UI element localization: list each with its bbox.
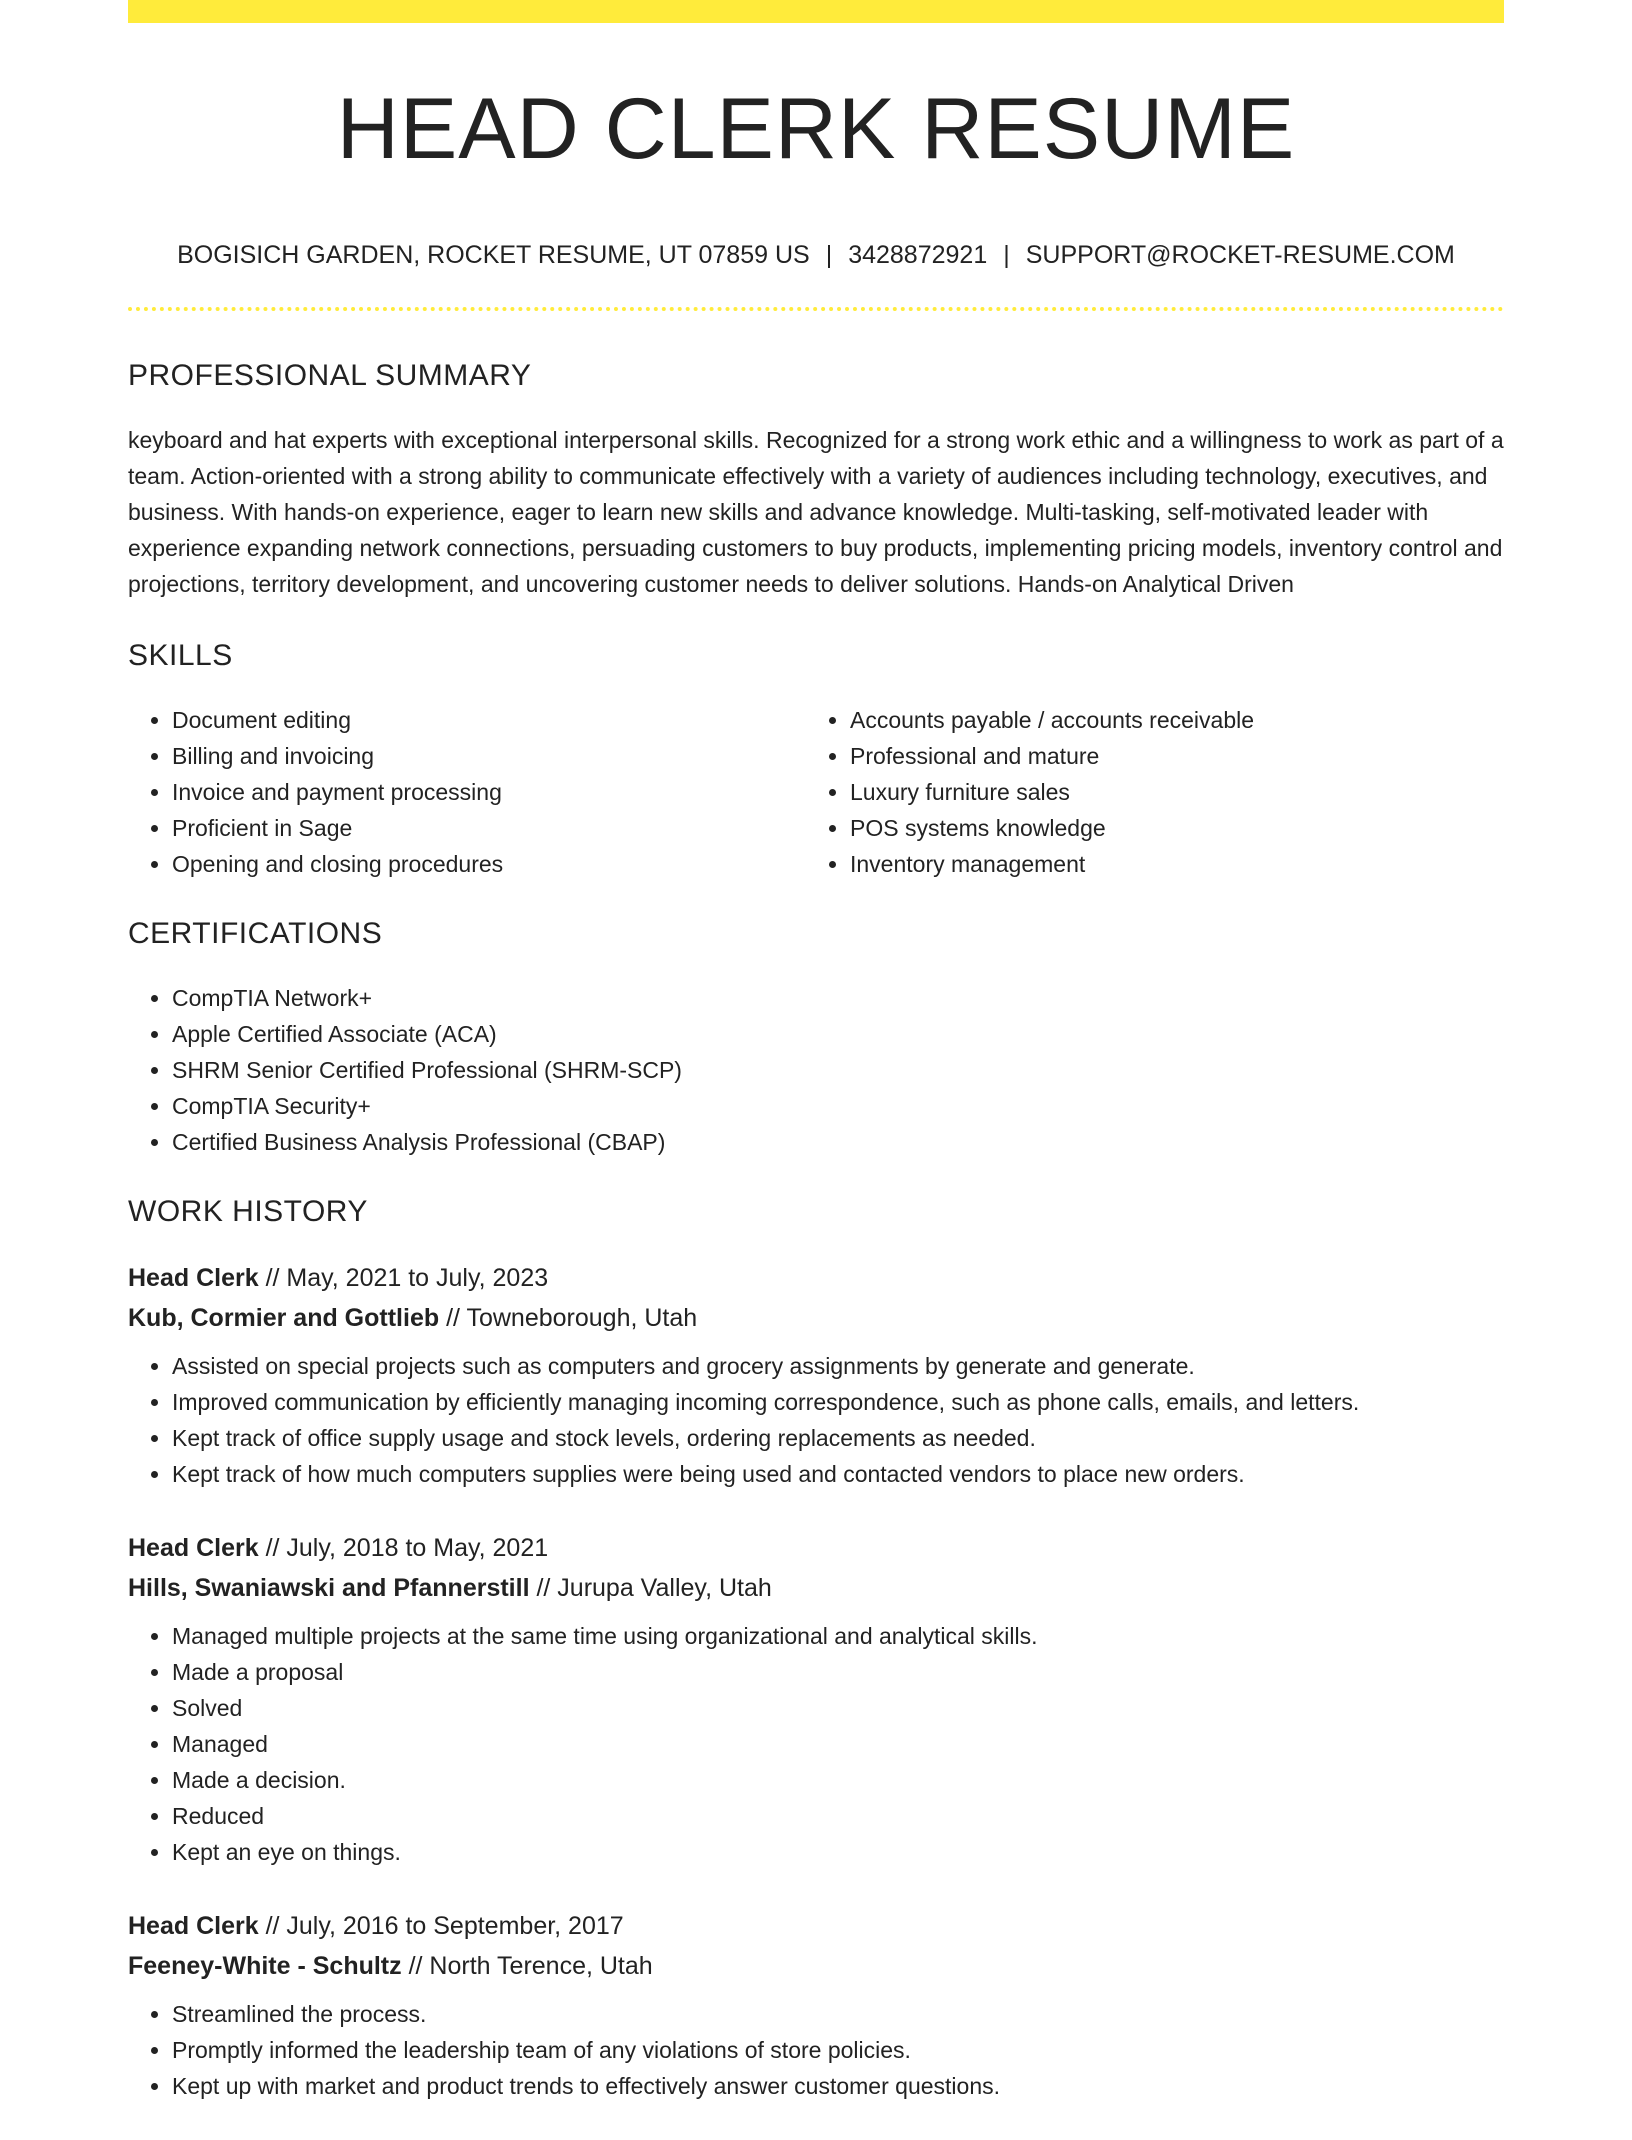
job-bullet: • Promptly informed the leadership team of any violations of store policies. [172, 2032, 1504, 2068]
skill-item: • Billing and invoicing [172, 738, 806, 774]
job-bullet: • Made a decision. [172, 1762, 1504, 1798]
skill-item: • Proficient in Sage [172, 810, 806, 846]
skills-list-left [128, 702, 806, 882]
job-bullet: • Kept track of office supply usage and stock levels, ordering replacements as needed. [172, 1420, 1504, 1456]
contact-separator: | [1003, 241, 1010, 269]
skills-list-right [806, 702, 1484, 882]
contact-phone[interactable]: 3428872921 [848, 241, 988, 269]
job-bullet: • Solved [172, 1690, 1504, 1726]
certification-item: • Apple Certified Associate (ACA) [172, 1016, 1504, 1052]
contact-address: BOGISICH GARDEN, ROCKET RESUME, UT 07859 US [177, 241, 810, 269]
job-role-line [128, 1258, 1504, 1298]
job-bullet: • Kept an eye on things. [172, 1834, 1504, 1870]
job-location: // North Terence, Utah [401, 1952, 653, 1980]
skills-column-right [806, 702, 1484, 882]
job-role: Head Clerk [128, 1264, 259, 1292]
certifications-list [128, 980, 1504, 1160]
contact-separator: | [825, 241, 833, 269]
accent-top-bar [128, 0, 1504, 23]
job-bullet: • Kept up with market and product trends to effectively answer customer questions. [172, 2068, 1504, 2104]
job-bullet: • Reduced [172, 1798, 1504, 1834]
resume-page [128, 0, 1504, 2112]
job-bullets [128, 1618, 1504, 1870]
resume-title: HEAD CLERK RESUME [336, 81, 1296, 177]
job-dates: // May, 2021 to July, 2023 [258, 1264, 549, 1292]
job-bullet: • Improved communication by efficiently managing incoming correspondence, such as phone calls, emails, and letters. [172, 1384, 1504, 1420]
contact-line [128, 238, 1504, 272]
job-dates: // July, 2018 to May, 2021 [258, 1534, 549, 1562]
job-company-line [128, 1298, 1504, 1338]
job-location: // Towneborough, Utah [439, 1304, 698, 1332]
skills-grid [128, 702, 1504, 882]
certification-item: • CompTIA Network+ [172, 980, 1504, 1016]
job-entry [128, 1906, 1504, 2104]
job-entry [128, 1258, 1504, 1492]
job-location: // Jurupa Valley, Utah [529, 1574, 772, 1602]
summary-heading: PROFESSIONAL SUMMARY [128, 359, 532, 392]
summary-text: keyboard and hat experts with exceptional interpersonal skills. Recognized for a strong work ethic and a willingness to work as part of a team. Action-oriented with a strong ability to communicate effectively with a variety of audiences including technology, executives, and business. With hands-on experience, eager to learn new skills and advance knowledge. Multi-tasking, self-motivated leader with experience expanding network connections, persuading customers to buy products, implementing pricing models, inventory control and projections, territory development, and uncovering customer needs to deliver solutions. Hands-on Analytical Driven [128, 427, 1504, 597]
job-role-line [128, 1906, 1504, 1946]
job-bullet: • Made a proposal [172, 1654, 1504, 1690]
resume-content [128, 354, 1504, 2140]
skills-column-left [128, 702, 806, 882]
job-bullet: • Streamlined the process. [172, 1996, 1504, 2032]
certification-item: • Certified Business Analysis Professional (CBAP) [172, 1124, 1504, 1160]
skill-item: • Professional and mature [850, 738, 1484, 774]
header-divider [128, 307, 1504, 311]
skill-item: • Accounts payable / accounts receivable [850, 702, 1484, 738]
skill-item: • Inventory management [850, 846, 1484, 882]
job-company: Kub, Cormier and Gottlieb [128, 1304, 440, 1332]
contact-email[interactable]: SUPPORT@ROCKET-RESUME.COM [1025, 241, 1455, 269]
skill-item: • Document editing [172, 702, 806, 738]
job-bullet: • Assisted on special projects such as computers and grocery assignments by generate and generate. [172, 1348, 1504, 1384]
job-role: Head Clerk [128, 1534, 259, 1562]
skill-item: • Invoice and payment processing [172, 774, 806, 810]
job-bullets [128, 1348, 1504, 1492]
job-company: Feeney-White - Schultz [128, 1952, 402, 1980]
job-dates: // July, 2016 to September, 2017 [258, 1912, 624, 1940]
job-role: Head Clerk [128, 1912, 259, 1940]
certifications-heading: CERTIFICATIONS [128, 917, 383, 950]
certification-item: • CompTIA Security+ [172, 1088, 1504, 1124]
job-role-line [128, 1528, 1504, 1568]
skill-item: • Opening and closing procedures [172, 846, 806, 882]
job-company-line [128, 1568, 1504, 1608]
job-company-line [128, 1946, 1504, 1986]
job-company: Hills, Swaniawski and Pfannerstill [128, 1574, 530, 1602]
certification-item: • SHRM Senior Certified Professional (SHRM-SCP) [172, 1052, 1504, 1088]
job-bullets [128, 1996, 1504, 2104]
job-bullet: • Kept track of how much computers supplies were being used and contacted vendors to place new orders. [172, 1456, 1504, 1492]
skills-heading: SKILLS [128, 639, 233, 672]
skill-item: • Luxury furniture sales [850, 774, 1484, 810]
work-history-heading: WORK HISTORY [128, 1195, 368, 1228]
job-bullet: • Managed [172, 1726, 1504, 1762]
skill-item: • POS systems knowledge [850, 810, 1484, 846]
job-bullet: • Managed multiple projects at the same time using organizational and analytical skills. [172, 1618, 1504, 1654]
job-entry [128, 1528, 1504, 1870]
